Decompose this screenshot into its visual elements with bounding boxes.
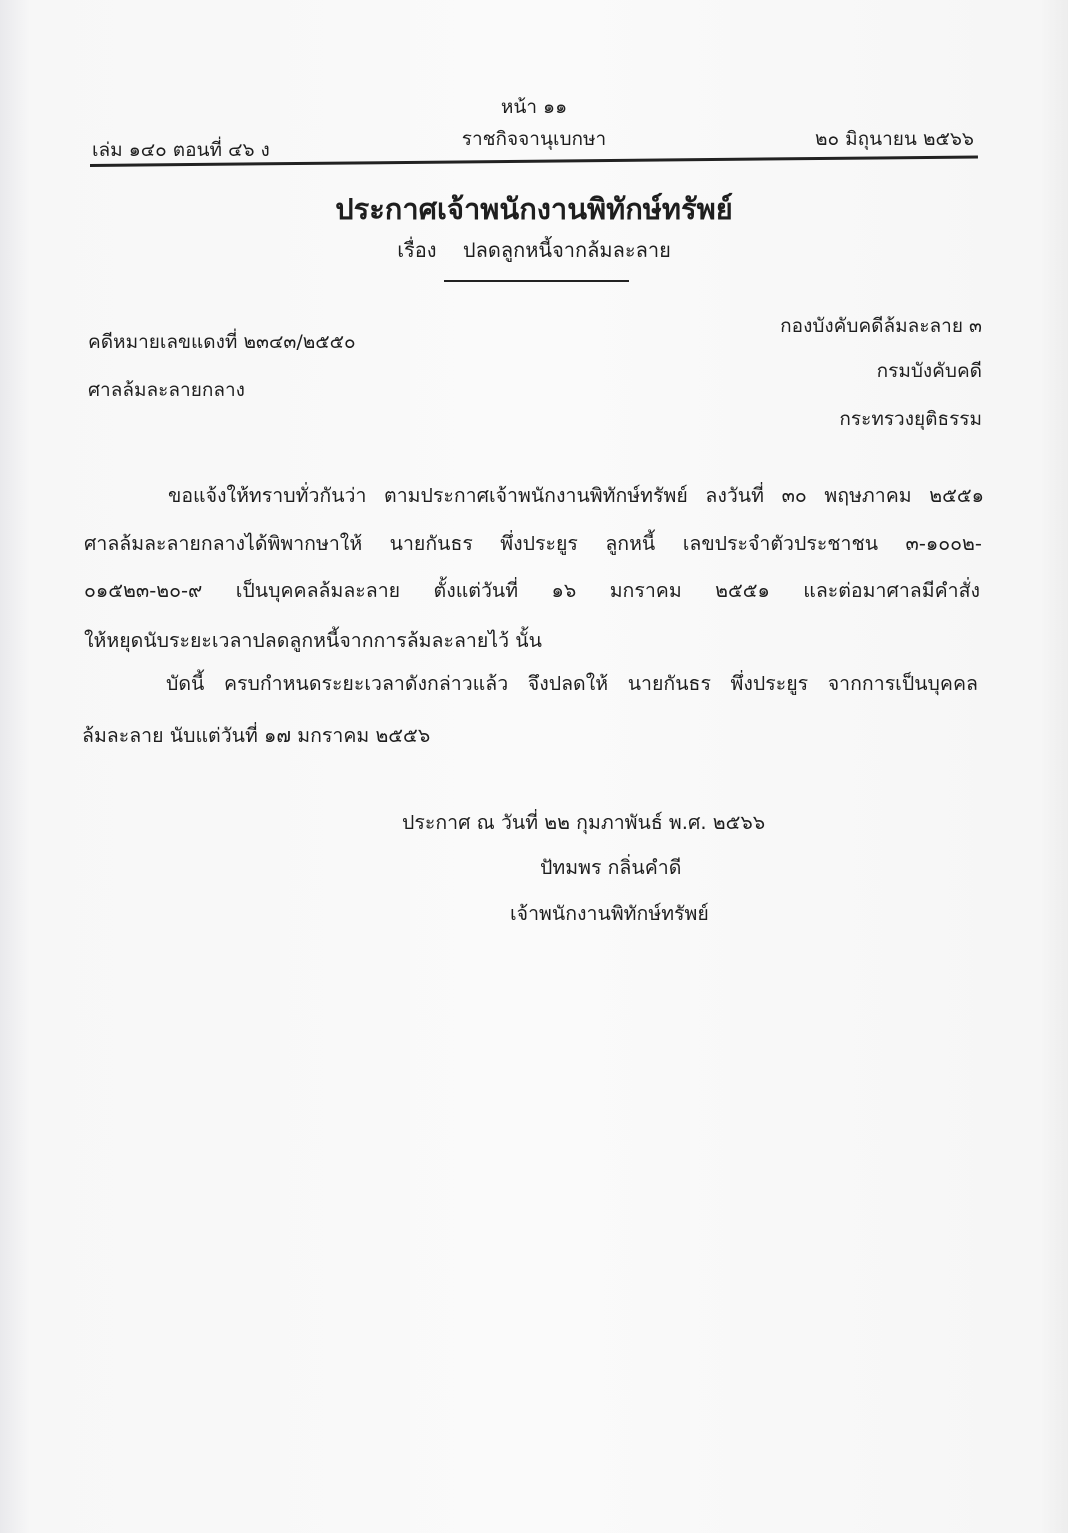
page-number: หน้า ๑๑ [500, 96, 568, 118]
office-ministry: กระทรวงยุติธรรม [839, 408, 982, 430]
signatory-position: เจ้าพนักงานพิทักษ์ทรัพย์ [510, 902, 709, 925]
title-underline [444, 280, 629, 282]
paragraph-1-line-3 [84, 575, 980, 606]
text-segment: เป็นบุคคลล้มละลาย [235, 579, 401, 602]
text-segment: ๒๕๕๑ [715, 579, 770, 602]
subject-label: เรื่อง [397, 238, 437, 262]
text-segment: จากการเป็นบุคคล [827, 672, 978, 695]
text-segment: จึงปลดให้ [527, 672, 609, 695]
text-segment: มกราคม [609, 579, 682, 602]
paragraph-2-line-1 [166, 668, 978, 699]
subject-text: ปลดลูกหนี้จากล้มละลาย [462, 238, 671, 262]
office-division: กองบังคับคดีล้มละลาย ๓ [780, 315, 982, 337]
text-segment: บัดนี้ [166, 672, 205, 695]
paragraph-1-line-2 [84, 528, 982, 559]
text-segment: ๑๖ [551, 579, 577, 602]
text-segment: ตั้งแต่วันที่ [433, 579, 519, 602]
text-segment: ๐๑๕๒๓-๒๐-๙ [84, 579, 203, 602]
announcement-title: ประกาศเจ้าพนักงานพิทักษ์ทรัพย์ [335, 192, 733, 226]
case-number: คดีหมายเลขแดงที่ ๒๓๔๓/๒๕๕๐ [88, 331, 356, 353]
text-segment: พฤษภาคม [824, 484, 912, 507]
gazette-name: ราชกิจจานุเบกษา [461, 128, 607, 150]
text-segment: ลูกหนี้ [605, 532, 656, 555]
text-segment: ๓-๑๐๐๒- [905, 532, 982, 555]
text-segment: ศาลล้มละลายกลางได้พิพากษาให้ [84, 532, 363, 555]
paragraph-2-line-2: ล้มละลาย นับแต่วันที่ ๑๗ มกราคม ๒๕๕๖ [82, 724, 431, 747]
volume-issue: เล่ม ๑๔๐ ตอนที่ ๔๖ ง [92, 139, 270, 161]
announcement-subject [0, 234, 1068, 266]
text-segment: ขอแจ้งให้ทราบทั่วกันว่า [168, 484, 367, 507]
announcement-date: ประกาศ ณ วันที่ ๒๒ กุมภาพันธ์ พ.ศ. ๒๕๖๖ [402, 811, 766, 834]
text-segment: นายกันธร [389, 532, 473, 555]
court-name: ศาลล้มละลายกลาง [88, 379, 245, 401]
text-segment: ตามประกาศเจ้าพนักงานพิทักษ์ทรัพย์ [384, 484, 688, 507]
office-department: กรมบังคับคดี [876, 360, 982, 382]
signatory-name: ปัทมพร กลิ่นคำดี [540, 856, 682, 879]
text-segment: ครบกำหนดระยะเวลาดังกล่าวแล้ว [223, 672, 509, 695]
text-segment: พึ่งประยูร [730, 672, 809, 695]
paragraph-1-line-4: ให้หยุดนับระยะเวลาปลดลูกหนี้จากการล้มละลายไว้ นั้น [84, 629, 542, 652]
text-segment: พึ่งประยูร [500, 532, 578, 555]
publication-date: ๒๐ มิถุนายน ๒๕๖๖ [814, 128, 974, 150]
text-segment: นายกันธร [627, 672, 711, 695]
text-segment: ๓๐ [781, 484, 807, 507]
text-segment: ๒๕๕๑ [929, 484, 984, 507]
paragraph-1-line-1 [168, 480, 984, 511]
text-segment: และต่อมาศาลมีคำสั่ง [803, 579, 980, 602]
text-segment: เลขประจำตัวประชาชน [682, 532, 879, 555]
text-segment: ลงวันที่ [705, 484, 764, 507]
